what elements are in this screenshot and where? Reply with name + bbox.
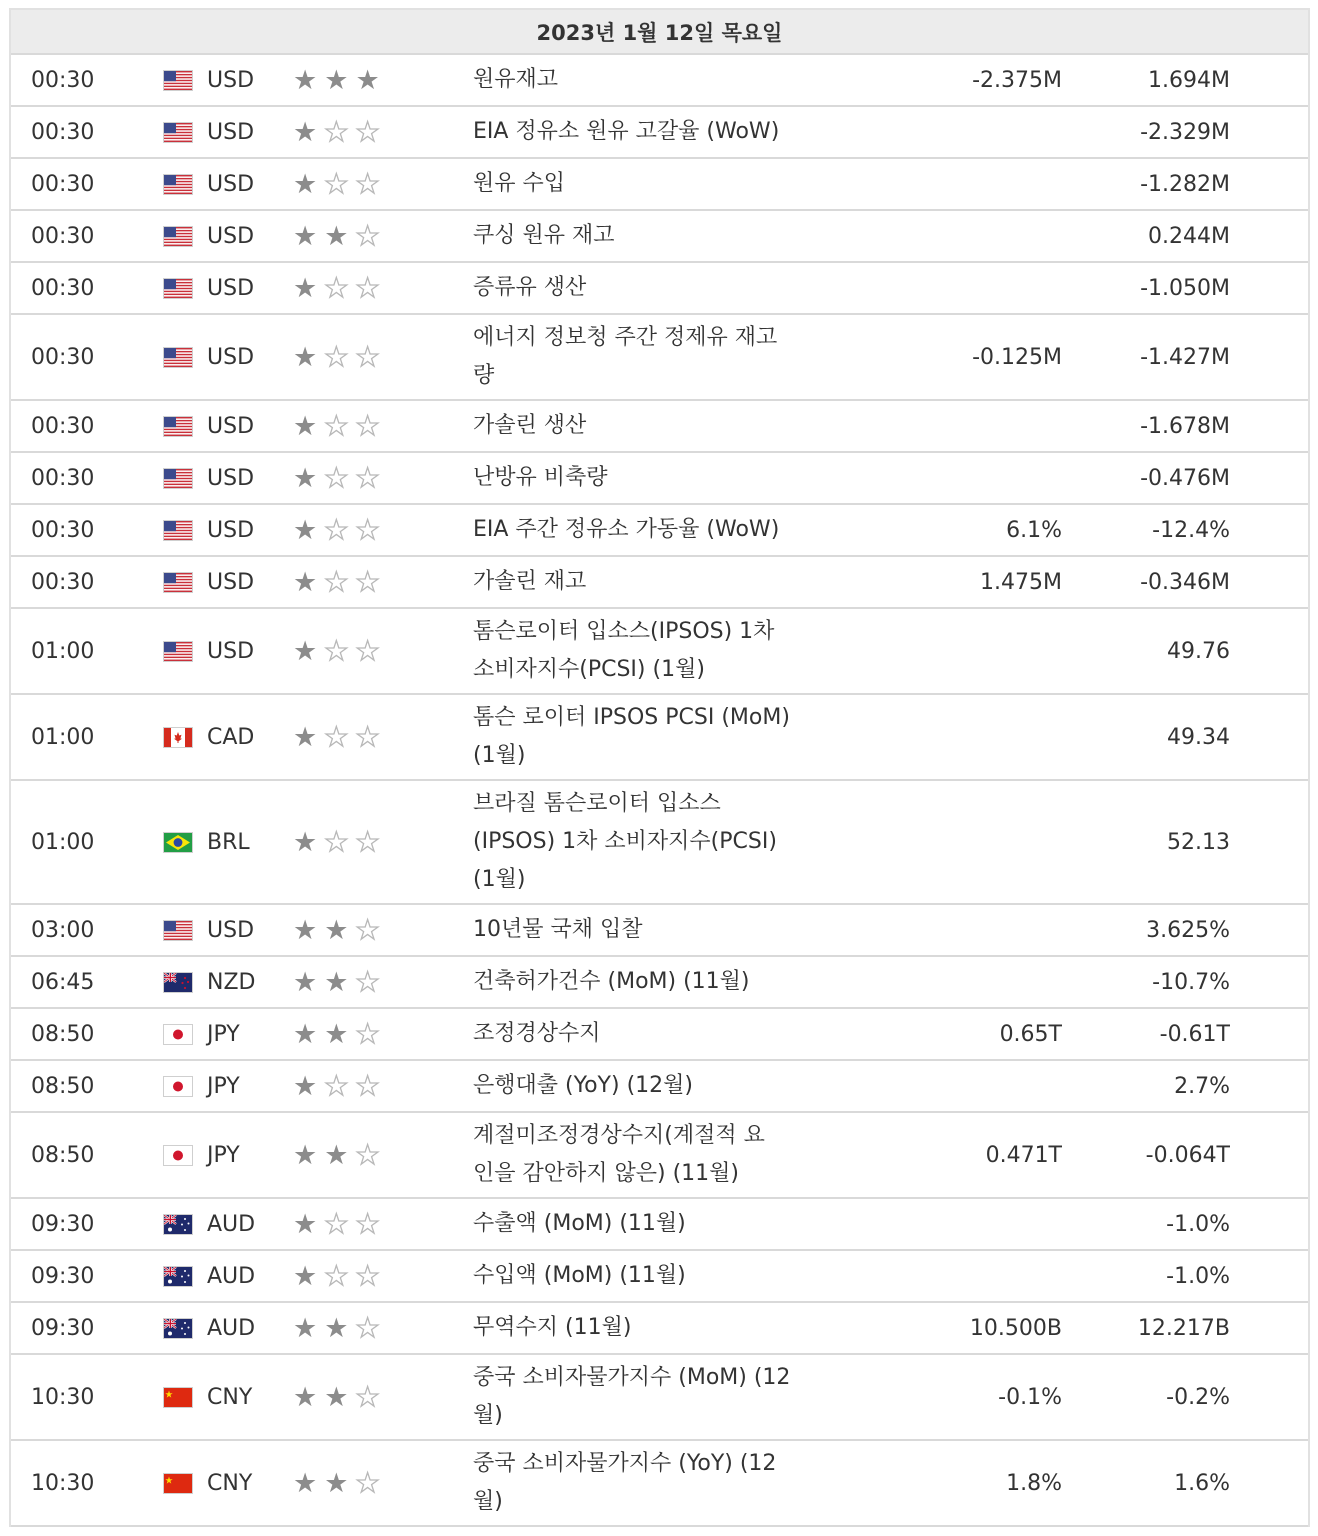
event-name[interactable] xyxy=(473,159,823,209)
event-name-line: 수입액 (MoM) (11월) xyxy=(473,1263,686,1288)
flag-cell xyxy=(164,1441,192,1525)
event-name[interactable] xyxy=(473,1251,823,1301)
event-row[interactable] xyxy=(11,1251,1308,1303)
event-name-line: EIA 정유소 원유 고갈율 (WoW) xyxy=(473,119,780,144)
star-filled-icon: ★ xyxy=(293,1312,318,1344)
event-name-line: 무역수지 (11월) xyxy=(473,1315,632,1340)
star-filled-icon: ★ xyxy=(324,966,349,998)
importance-stars xyxy=(293,1061,380,1111)
importance-stars xyxy=(293,159,380,209)
star-empty-icon: ★ xyxy=(324,826,349,858)
event-name-line: (1월) xyxy=(473,743,526,768)
event-time: 00:30 xyxy=(31,223,95,249)
star-filled-icon: ★ xyxy=(293,1467,318,1499)
star-empty-icon: ★ xyxy=(355,1139,380,1171)
previous-value: -1.427M xyxy=(1140,344,1230,370)
currency-code: BRL xyxy=(207,829,250,855)
importance-stars xyxy=(293,1251,380,1301)
star-filled-icon: ★ xyxy=(324,64,349,96)
event-row[interactable] xyxy=(11,781,1308,905)
event-name-line: 소비자지수(PCSI) (1월) xyxy=(473,657,705,682)
event-name-line: (1월) xyxy=(473,867,526,892)
us-flag-icon xyxy=(164,175,192,194)
us-flag-icon xyxy=(164,227,192,246)
us-flag-icon xyxy=(164,521,192,540)
event-name-line: 인을 감안하지 않은) (11월) xyxy=(473,1161,739,1186)
star-empty-icon: ★ xyxy=(355,914,380,946)
star-empty-icon: ★ xyxy=(355,1070,380,1102)
event-rows xyxy=(11,55,1308,1527)
importance-stars xyxy=(293,1303,380,1353)
flag-cell xyxy=(164,453,192,503)
star-filled-icon: ★ xyxy=(293,341,318,373)
event-name-line: 가솔린 생산 xyxy=(473,413,587,438)
star-empty-icon: ★ xyxy=(324,1208,349,1240)
event-time: 08:50 xyxy=(31,1142,95,1168)
previous-value: -0.346M xyxy=(1140,569,1230,595)
star-empty-icon: ★ xyxy=(355,220,380,252)
event-name[interactable] xyxy=(473,315,823,399)
previous-value: 1.6% xyxy=(1174,1470,1230,1496)
importance-stars xyxy=(293,453,380,503)
currency-code: CNY xyxy=(207,1470,253,1496)
star-filled-icon: ★ xyxy=(293,566,318,598)
event-name-line: 톰슨로이터 입소스(IPSOS) 1차 xyxy=(473,619,775,644)
flag-cell xyxy=(164,557,192,607)
flag-cell xyxy=(164,609,192,693)
star-empty-icon: ★ xyxy=(355,514,380,546)
event-row[interactable] xyxy=(11,263,1308,315)
star-empty-icon: ★ xyxy=(355,1467,380,1499)
currency-code: CNY xyxy=(207,1384,253,1410)
previous-value: -0.064T xyxy=(1145,1142,1230,1168)
event-name-line: 수출액 (MoM) (11월) xyxy=(473,1211,686,1236)
currency-code: USD xyxy=(207,413,255,439)
flag-cell xyxy=(164,1009,192,1059)
event-row[interactable] xyxy=(11,107,1308,159)
importance-stars xyxy=(293,1199,380,1249)
event-name-line: 계절미조정경상수지(계절적 요 xyxy=(473,1123,765,1148)
star-empty-icon: ★ xyxy=(355,1381,380,1413)
us-flag-icon xyxy=(164,279,192,298)
star-empty-icon: ★ xyxy=(324,635,349,667)
event-name[interactable] xyxy=(473,1303,823,1353)
event-name[interactable] xyxy=(473,957,823,1007)
star-filled-icon: ★ xyxy=(293,410,318,442)
currency-code: NZD xyxy=(207,969,256,995)
importance-stars xyxy=(293,263,380,313)
event-name[interactable] xyxy=(473,401,823,451)
flag-cell xyxy=(164,401,192,451)
event-row[interactable] xyxy=(11,1061,1308,1113)
au-flag-icon xyxy=(164,1215,192,1234)
flag-cell xyxy=(164,1113,192,1197)
previous-value: -1.050M xyxy=(1140,275,1230,301)
event-name-line: 원유재고 xyxy=(473,67,559,92)
star-filled-icon: ★ xyxy=(355,64,380,96)
previous-value: -1.678M xyxy=(1140,413,1230,439)
star-empty-icon: ★ xyxy=(355,966,380,998)
star-empty-icon: ★ xyxy=(355,116,380,148)
importance-stars xyxy=(293,1441,380,1525)
importance-stars xyxy=(293,609,380,693)
event-time: 09:30 xyxy=(31,1211,95,1237)
importance-stars xyxy=(293,315,380,399)
star-filled-icon: ★ xyxy=(293,1381,318,1413)
event-row[interactable] xyxy=(11,211,1308,263)
currency-code: AUD xyxy=(207,1263,256,1289)
star-empty-icon: ★ xyxy=(355,462,380,494)
flag-cell xyxy=(164,957,192,1007)
flag-cell xyxy=(164,263,192,313)
event-row[interactable] xyxy=(11,557,1308,609)
previous-value: 49.76 xyxy=(1167,638,1230,664)
us-flag-icon xyxy=(164,469,192,488)
cn-flag-icon xyxy=(164,1474,192,1493)
flag-cell xyxy=(164,1251,192,1301)
currency-code: USD xyxy=(207,171,255,197)
previous-value: -1.0% xyxy=(1166,1263,1230,1289)
star-empty-icon: ★ xyxy=(324,1070,349,1102)
star-empty-icon: ★ xyxy=(324,410,349,442)
us-flag-icon xyxy=(164,348,192,367)
event-name-line: 에너지 정보청 주간 정제유 재고 xyxy=(473,325,778,350)
currency-code: USD xyxy=(207,465,255,491)
previous-value: 3.625% xyxy=(1146,917,1230,943)
star-filled-icon: ★ xyxy=(293,1018,318,1050)
star-empty-icon: ★ xyxy=(355,721,380,753)
importance-stars xyxy=(293,505,380,555)
importance-stars xyxy=(293,695,380,779)
importance-stars xyxy=(293,55,380,105)
currency-code: JPY xyxy=(207,1142,240,1168)
event-name[interactable] xyxy=(473,1355,823,1439)
event-time: 00:30 xyxy=(31,344,95,370)
event-name[interactable] xyxy=(473,1113,823,1197)
star-empty-icon: ★ xyxy=(324,1260,349,1292)
star-empty-icon: ★ xyxy=(355,1018,380,1050)
star-filled-icon: ★ xyxy=(293,64,318,96)
currency-code: JPY xyxy=(207,1021,240,1047)
event-time: 09:30 xyxy=(31,1315,95,1341)
event-name[interactable] xyxy=(473,263,823,313)
event-time: 06:45 xyxy=(31,969,95,995)
event-time: 00:30 xyxy=(31,171,95,197)
currency-code: JPY xyxy=(207,1073,240,1099)
star-filled-icon: ★ xyxy=(293,914,318,946)
event-name-line: 중국 소비자물가지수 (YoY) (12 xyxy=(473,1451,777,1476)
star-empty-icon: ★ xyxy=(355,341,380,373)
currency-code: USD xyxy=(207,223,255,249)
event-time: 00:30 xyxy=(31,67,95,93)
flag-cell xyxy=(164,211,192,261)
currency-code: CAD xyxy=(207,724,255,750)
currency-code: USD xyxy=(207,569,255,595)
event-time: 08:50 xyxy=(31,1021,95,1047)
star-empty-icon: ★ xyxy=(355,635,380,667)
event-name[interactable] xyxy=(473,107,823,157)
flag-cell xyxy=(164,781,192,903)
jp-flag-icon xyxy=(164,1025,192,1044)
event-row[interactable] xyxy=(11,505,1308,557)
event-name-line: 조정경상수지 xyxy=(473,1021,601,1046)
star-empty-icon: ★ xyxy=(355,566,380,598)
event-name[interactable] xyxy=(473,505,823,555)
us-flag-icon xyxy=(164,921,192,940)
us-flag-icon xyxy=(164,417,192,436)
au-flag-icon xyxy=(164,1319,192,1338)
star-empty-icon: ★ xyxy=(324,462,349,494)
event-name-line: 브라질 톰슨로이터 입소스 xyxy=(473,791,721,816)
previous-value: 52.13 xyxy=(1167,829,1230,855)
star-filled-icon: ★ xyxy=(293,116,318,148)
event-name[interactable] xyxy=(473,1441,823,1525)
star-filled-icon: ★ xyxy=(293,514,318,546)
star-filled-icon: ★ xyxy=(293,966,318,998)
forecast-value: -0.1% xyxy=(998,1384,1062,1410)
event-row[interactable] xyxy=(11,957,1308,1009)
flag-cell xyxy=(164,1303,192,1353)
event-name-line: 쿠싱 원유 재고 xyxy=(473,223,615,248)
flag-cell xyxy=(164,1355,192,1439)
event-row[interactable] xyxy=(11,1355,1308,1441)
event-name-line: 10년물 국채 입찰 xyxy=(473,917,643,942)
flag-cell xyxy=(164,505,192,555)
event-name[interactable] xyxy=(473,781,823,903)
event-row[interactable] xyxy=(11,609,1308,695)
currency-code: AUD xyxy=(207,1315,256,1341)
event-name-line: 톰슨 로이터 IPSOS PCSI (MoM) xyxy=(473,705,790,730)
star-filled-icon: ★ xyxy=(293,1070,318,1102)
event-name[interactable] xyxy=(473,55,823,105)
forecast-value: 0.471T xyxy=(985,1142,1062,1168)
forecast-value: 6.1% xyxy=(1006,517,1062,543)
star-empty-icon: ★ xyxy=(355,826,380,858)
star-filled-icon: ★ xyxy=(324,1139,349,1171)
star-empty-icon: ★ xyxy=(355,168,380,200)
date-header: 2023년 1월 12일 목요일 xyxy=(11,10,1308,55)
event-name-line: (IPSOS) 1차 소비자지수(PCSI) xyxy=(473,829,777,854)
forecast-value: 10.500B xyxy=(969,1315,1062,1341)
flag-cell xyxy=(164,107,192,157)
event-name[interactable] xyxy=(473,695,823,779)
event-time: 08:50 xyxy=(31,1073,95,1099)
event-name-line: 원유 수입 xyxy=(473,171,566,196)
currency-code: USD xyxy=(207,517,255,543)
event-name[interactable] xyxy=(473,905,823,955)
event-row[interactable] xyxy=(11,453,1308,505)
event-name-line: 건축허가건수 (MoM) (11월) xyxy=(473,969,750,994)
forecast-value: -0.125M xyxy=(972,344,1062,370)
importance-stars xyxy=(293,107,380,157)
jp-flag-icon xyxy=(164,1146,192,1165)
star-filled-icon: ★ xyxy=(293,272,318,304)
event-time: 00:30 xyxy=(31,413,95,439)
star-filled-icon: ★ xyxy=(293,721,318,753)
previous-value: 12.217B xyxy=(1137,1315,1230,1341)
star-empty-icon: ★ xyxy=(355,1260,380,1292)
flag-cell xyxy=(164,55,192,105)
importance-stars xyxy=(293,211,380,261)
event-time: 10:30 xyxy=(31,1470,95,1496)
previous-value: -0.476M xyxy=(1140,465,1230,491)
event-time: 09:30 xyxy=(31,1263,95,1289)
star-filled-icon: ★ xyxy=(293,1260,318,1292)
star-filled-icon: ★ xyxy=(324,1018,349,1050)
previous-value: -0.2% xyxy=(1166,1384,1230,1410)
event-row[interactable] xyxy=(11,159,1308,211)
forecast-value: 0.65T xyxy=(999,1021,1062,1047)
star-filled-icon: ★ xyxy=(293,1139,318,1171)
event-name[interactable] xyxy=(473,1199,823,1249)
event-row[interactable] xyxy=(11,1303,1308,1355)
event-row[interactable] xyxy=(11,401,1308,453)
cn-flag-icon xyxy=(164,1388,192,1407)
event-name-line: 중국 소비자물가지수 (MoM) (12 xyxy=(473,1365,791,1390)
au-flag-icon xyxy=(164,1267,192,1286)
previous-value: -0.61T xyxy=(1159,1021,1230,1047)
event-time: 00:30 xyxy=(31,275,95,301)
previous-value: 1.694M xyxy=(1148,67,1230,93)
flag-cell xyxy=(164,1199,192,1249)
event-time: 00:30 xyxy=(31,517,95,543)
event-name-line: 월) xyxy=(473,1489,503,1514)
br-flag-icon xyxy=(164,833,192,852)
event-name-line: 난방유 비축량 xyxy=(473,465,608,490)
ca-flag-icon xyxy=(164,728,192,747)
event-row[interactable] xyxy=(11,695,1308,781)
event-time: 00:30 xyxy=(31,465,95,491)
star-empty-icon: ★ xyxy=(324,116,349,148)
event-time: 00:30 xyxy=(31,119,95,145)
us-flag-icon xyxy=(164,642,192,661)
currency-code: AUD xyxy=(207,1211,256,1237)
event-name[interactable] xyxy=(473,557,823,607)
event-name-line: 월) xyxy=(473,1403,503,1428)
event-row[interactable] xyxy=(11,55,1308,107)
event-name-line: EIA 주간 정유소 가동율 (WoW) xyxy=(473,517,780,542)
us-flag-icon xyxy=(164,71,192,90)
forecast-value: 1.475M xyxy=(980,569,1062,595)
currency-code: USD xyxy=(207,119,255,145)
event-name[interactable] xyxy=(473,453,823,503)
event-name-line: 량 xyxy=(473,363,495,388)
forecast-value: -2.375M xyxy=(972,67,1062,93)
economic-calendar-table xyxy=(9,8,1310,1527)
previous-value: 0.244M xyxy=(1148,223,1230,249)
event-row[interactable] xyxy=(11,1113,1308,1199)
star-filled-icon: ★ xyxy=(324,914,349,946)
currency-code: USD xyxy=(207,917,255,943)
jp-flag-icon xyxy=(164,1077,192,1096)
flag-cell xyxy=(164,905,192,955)
event-row[interactable] xyxy=(11,315,1308,401)
flag-cell xyxy=(164,695,192,779)
importance-stars xyxy=(293,401,380,451)
currency-code: USD xyxy=(207,344,255,370)
star-filled-icon: ★ xyxy=(293,220,318,252)
nz-flag-icon xyxy=(164,973,192,992)
star-empty-icon: ★ xyxy=(355,1312,380,1344)
event-name[interactable] xyxy=(473,211,823,261)
star-filled-icon: ★ xyxy=(293,1208,318,1240)
event-name-line: 가솔린 재고 xyxy=(473,569,587,594)
star-empty-icon: ★ xyxy=(355,1208,380,1240)
star-filled-icon: ★ xyxy=(293,635,318,667)
importance-stars xyxy=(293,1355,380,1439)
star-filled-icon: ★ xyxy=(293,168,318,200)
event-name-line: 증류유 생산 xyxy=(473,275,587,300)
event-time: 00:30 xyxy=(31,569,95,595)
forecast-value: 1.8% xyxy=(1006,1470,1062,1496)
flag-cell xyxy=(164,1061,192,1111)
star-empty-icon: ★ xyxy=(324,566,349,598)
star-empty-icon: ★ xyxy=(324,272,349,304)
previous-value: 49.34 xyxy=(1167,724,1230,750)
event-time: 01:00 xyxy=(31,638,95,664)
star-empty-icon: ★ xyxy=(324,341,349,373)
star-filled-icon: ★ xyxy=(324,1312,349,1344)
importance-stars xyxy=(293,1009,380,1059)
previous-value: -12.4% xyxy=(1152,517,1230,543)
importance-stars xyxy=(293,957,380,1007)
star-empty-icon: ★ xyxy=(324,721,349,753)
event-time: 01:00 xyxy=(31,724,95,750)
star-empty-icon: ★ xyxy=(355,272,380,304)
previous-value: -10.7% xyxy=(1152,969,1230,995)
event-name[interactable] xyxy=(473,1061,823,1111)
currency-code: USD xyxy=(207,67,255,93)
event-row[interactable] xyxy=(11,1441,1308,1527)
event-time: 10:30 xyxy=(31,1384,95,1410)
star-empty-icon: ★ xyxy=(324,168,349,200)
us-flag-icon xyxy=(164,123,192,142)
flag-cell xyxy=(164,159,192,209)
event-row[interactable] xyxy=(11,1009,1308,1061)
importance-stars xyxy=(293,557,380,607)
previous-value: -1.282M xyxy=(1140,171,1230,197)
event-name-line: 은행대출 (YoY) (12월) xyxy=(473,1073,693,1098)
star-filled-icon: ★ xyxy=(293,826,318,858)
previous-value: -2.329M xyxy=(1140,119,1230,145)
event-time: 01:00 xyxy=(31,829,95,855)
star-filled-icon: ★ xyxy=(324,1467,349,1499)
previous-value: 2.7% xyxy=(1174,1073,1230,1099)
us-flag-icon xyxy=(164,573,192,592)
importance-stars xyxy=(293,905,380,955)
event-time: 03:00 xyxy=(31,917,95,943)
previous-value: -1.0% xyxy=(1166,1211,1230,1237)
event-name[interactable] xyxy=(473,609,823,693)
event-name[interactable] xyxy=(473,1009,823,1059)
star-filled-icon: ★ xyxy=(293,462,318,494)
importance-stars xyxy=(293,1113,380,1197)
star-filled-icon: ★ xyxy=(324,1381,349,1413)
importance-stars xyxy=(293,781,380,903)
flag-cell xyxy=(164,315,192,399)
currency-code: USD xyxy=(207,638,255,664)
star-empty-icon: ★ xyxy=(355,410,380,442)
star-empty-icon: ★ xyxy=(324,514,349,546)
star-filled-icon: ★ xyxy=(324,220,349,252)
currency-code: USD xyxy=(207,275,255,301)
event-row[interactable] xyxy=(11,1199,1308,1251)
event-row[interactable] xyxy=(11,905,1308,957)
